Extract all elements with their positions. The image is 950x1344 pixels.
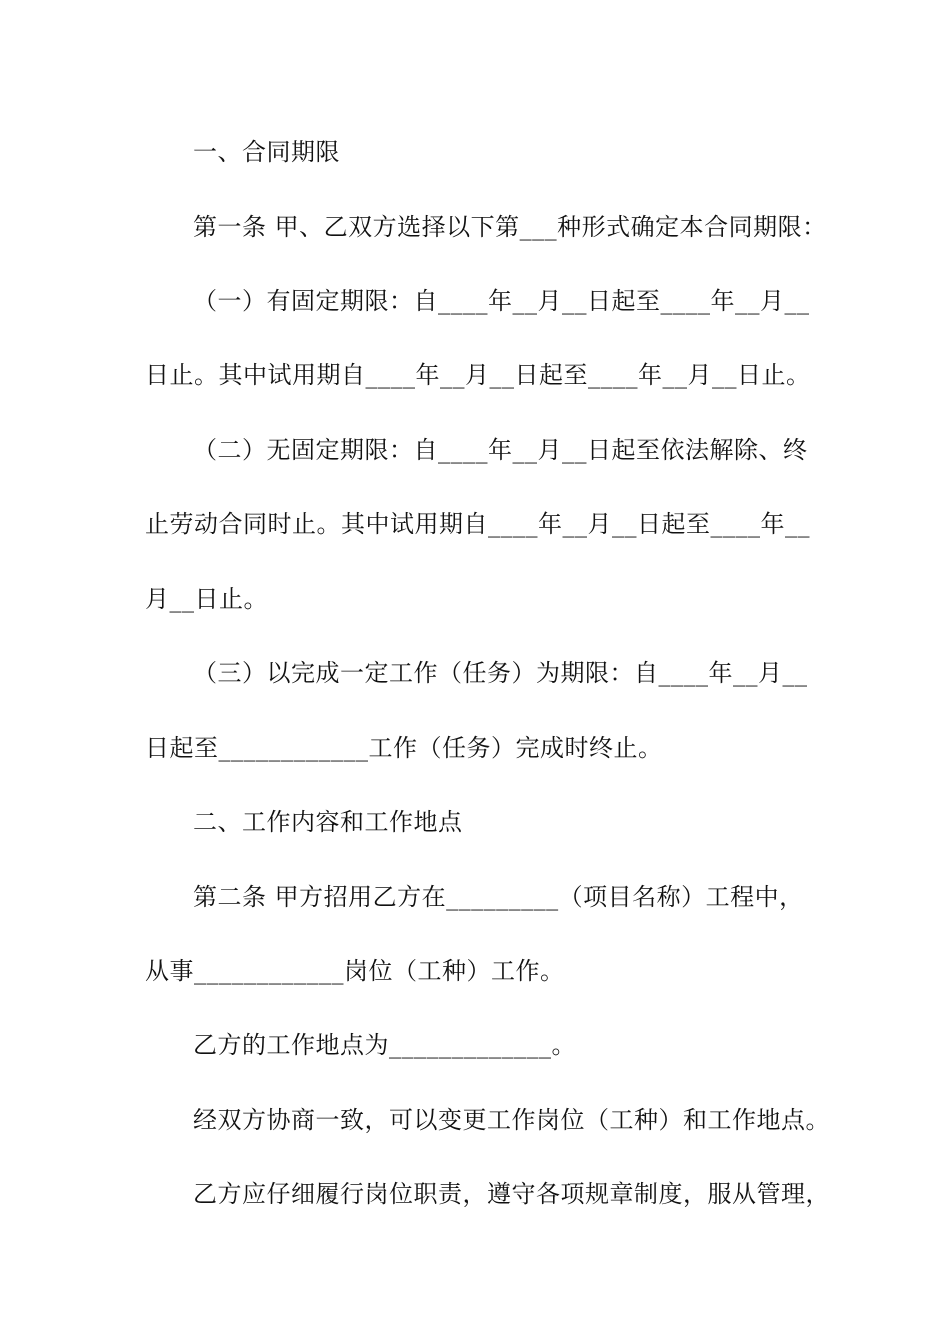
article-two-line-1: 第二条 甲方招用乙方在_________（项目名称）工程中， bbox=[193, 883, 804, 911]
open-term-clause-line-1: （二）无固定期限：自____年__月__日起至依法解除、终 bbox=[193, 436, 808, 464]
open-term-clause-line-2: 止劳动合同时止。其中试用期自____年__月__日起至____年__ bbox=[145, 510, 810, 538]
section-heading-work-content-location: 二、工作内容和工作地点 bbox=[193, 808, 463, 836]
work-location-line: 乙方的工作地点为_____________。 bbox=[193, 1031, 576, 1059]
open-term-clause-line-3: 月__日止。 bbox=[145, 585, 268, 613]
duties-line: 乙方应仔细履行岗位职责，遵守各项规章制度，服从管理， bbox=[193, 1180, 830, 1208]
fixed-term-clause-line-2: 日止。其中试用期自____年__月__日起至____年__月__日止。 bbox=[145, 361, 811, 389]
section-heading-contract-term: 一、合同期限 bbox=[193, 138, 340, 166]
position-change-line: 经双方协商一致，可以变更工作岗位（工种）和工作地点。 bbox=[193, 1106, 830, 1134]
article-two-line-2: 从事____________岗位（工种）工作。 bbox=[145, 957, 565, 985]
fixed-term-clause-line-1: （一）有固定期限：自____年__月__日起至____年__月__ bbox=[193, 287, 810, 315]
task-term-clause-line-1: （三）以完成一定工作（任务）为期限：自____年__月__ bbox=[193, 659, 808, 687]
task-term-clause-line-2: 日起至____________工作（任务）完成时终止。 bbox=[145, 734, 663, 762]
article-one-text: 第一条 甲、乙双方选择以下第___种形式确定本合同期限： bbox=[193, 213, 827, 241]
